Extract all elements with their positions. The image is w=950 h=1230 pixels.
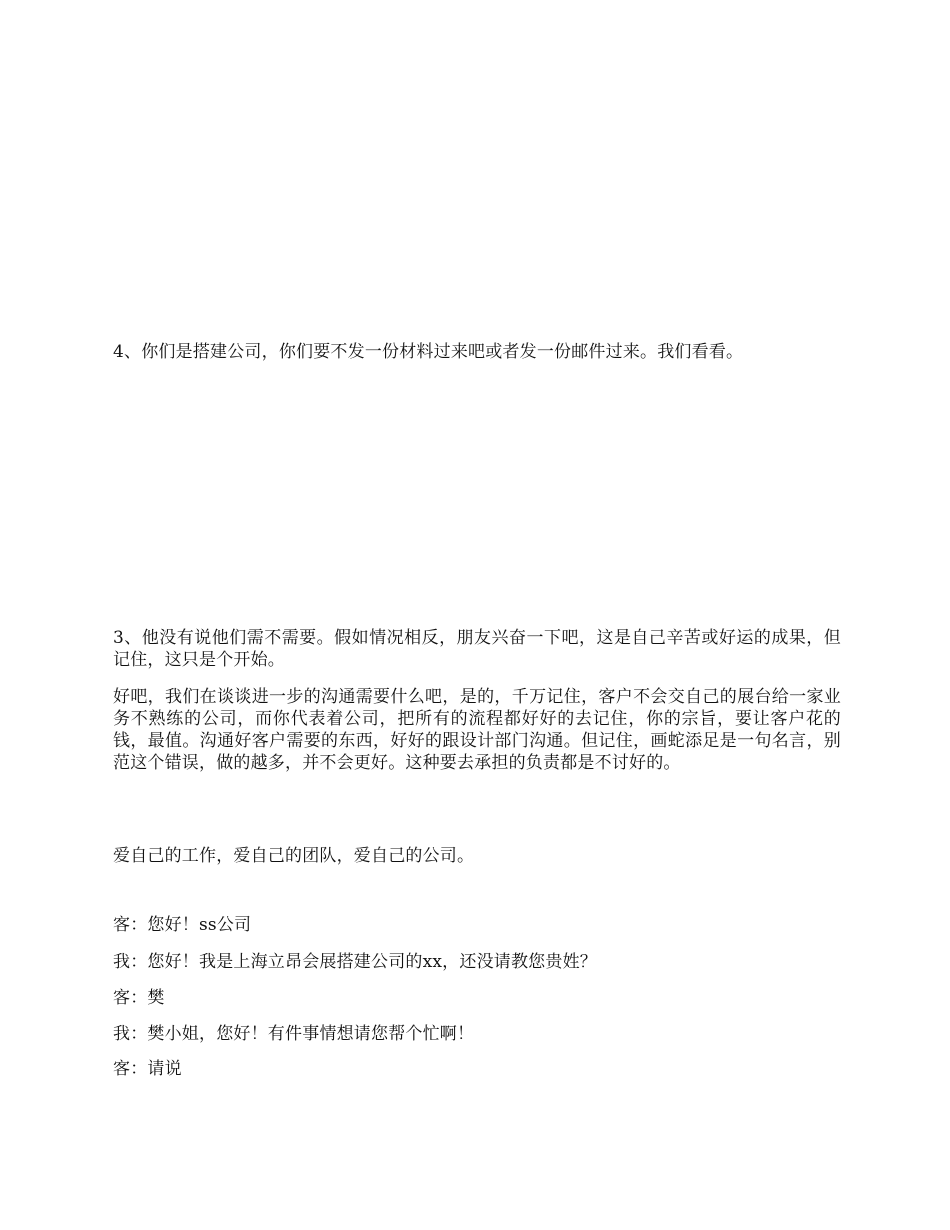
- dialogue-line: 我：樊小姐，您好！有件事情想请您帮个忙啊！: [113, 1024, 475, 1044]
- paragraph-item-4: 4、你们是搭建公司，你们要不发一份材料过来吧或者发一份邮件过来。我们看看。: [113, 342, 744, 362]
- dialogue-line: 客：樊: [113, 988, 165, 1008]
- dialogue-line: 客：您好！ss公司: [113, 915, 252, 935]
- paragraph-item-3: 3、他没有说他们需不需要。假如情况相反，朋友兴奋一下吧，这是自己辛苦或好运的成果，但记住，这只是个开始。: [113, 628, 841, 670]
- paragraph-love-work: 爱自己的工作，爱自己的团队，爱自己的公司。: [113, 846, 475, 866]
- paragraph-communication: 好吧，我们在谈谈进一步的沟通需要什么吧，是的，千万记住，客户不会交自己的展台给一家业务不熟练的公司，而你代表着公司，把所有的流程都好好的去记住，你的宗旨，要让客户花的钱，最值。沟通好客户需要的东西，好好的跟设计部门沟通。但记住，画蛇添足是一句名言，别范这个错误，做的越多，并不会更好。这种要去承担的负责都是不讨好的。: [113, 687, 841, 773]
- dialogue-line: 客：请说: [113, 1059, 182, 1079]
- dialogue-line: 我：您好！我是上海立昂会展搭建公司的xx，还没请教您贵姓？: [113, 952, 597, 972]
